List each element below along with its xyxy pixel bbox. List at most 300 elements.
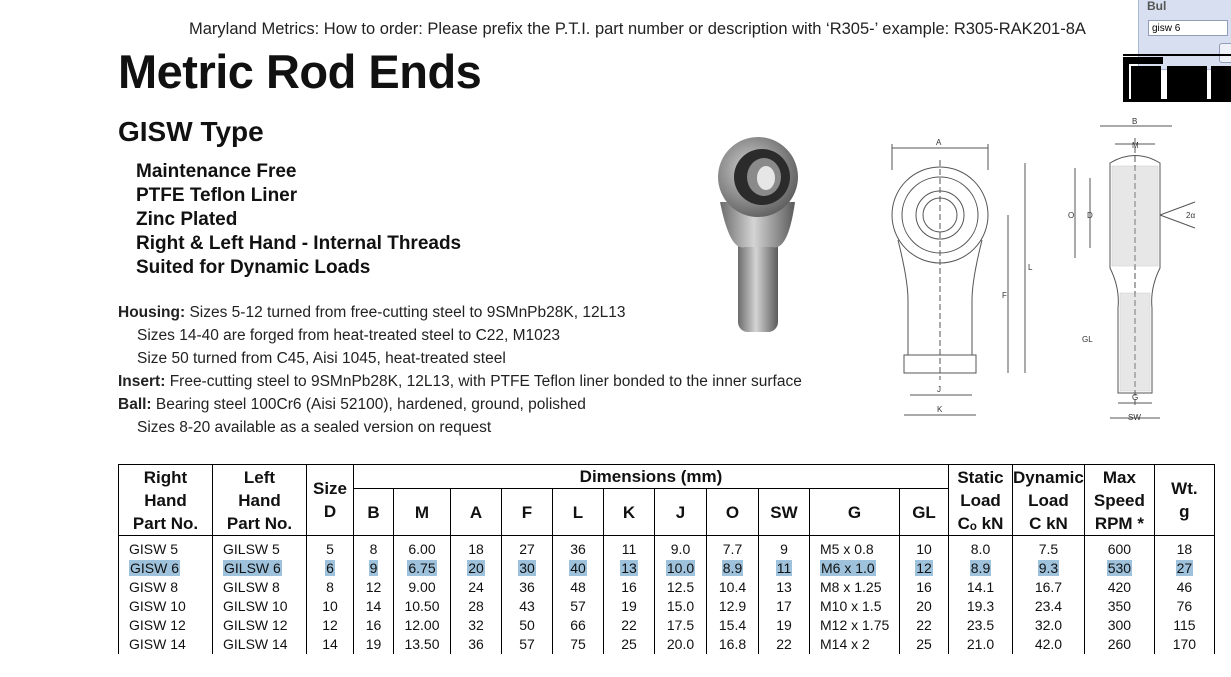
dim-label-k: K	[937, 405, 943, 414]
table-cell	[119, 635, 213, 654]
table-cell	[553, 559, 604, 578]
cell-value: 23.5	[966, 617, 995, 633]
header-line: Size	[312, 479, 348, 498]
table-cell	[604, 559, 655, 578]
table-cell	[604, 616, 655, 635]
cell-value: 16.7	[1034, 579, 1063, 595]
table-cell	[307, 635, 354, 654]
table-cell	[119, 559, 213, 578]
table-cell	[707, 616, 759, 635]
cell-value: 12.00	[404, 617, 440, 633]
dim-label-g: G	[1132, 393, 1139, 402]
cell-value: 36	[468, 636, 484, 652]
table-cell	[354, 536, 394, 560]
cell-value: 10	[322, 598, 338, 614]
cell-value: M6 x 1.0	[821, 560, 875, 576]
cell-value: 9	[369, 560, 378, 576]
header-line: Part No.	[226, 513, 293, 533]
header-line: Right	[143, 467, 188, 487]
cell-value: 7.7	[722, 541, 743, 557]
table-cell	[394, 559, 451, 578]
table-cell	[451, 597, 502, 616]
table-cell	[810, 635, 900, 654]
table-cell	[394, 578, 451, 597]
table-cell	[502, 536, 553, 560]
feature-item: Zinc Plated	[136, 209, 238, 230]
dim-label-a: A	[936, 138, 942, 147]
table-cell	[949, 616, 1013, 635]
header-line: Left	[243, 467, 276, 487]
cell-value: 66	[570, 617, 586, 633]
order-instructions: Maryland Metrics: How to order: Please prefix the P.T.I. part number or description with ‘R305-’ example: R305-RAK201-8A	[189, 20, 1086, 38]
cell-value: 170	[1172, 636, 1197, 652]
table-cell	[604, 536, 655, 560]
table-cell	[1084, 635, 1154, 654]
table-cell	[949, 559, 1013, 578]
cell-value: 12.9	[718, 598, 747, 614]
cell-value: 300	[1107, 617, 1132, 633]
cell-value: M12 x 1.75	[820, 617, 890, 633]
cell-value: 36	[519, 579, 535, 595]
table-cell	[502, 635, 553, 654]
cell-value: 8.9	[970, 560, 991, 576]
col-dim-gl: GL	[900, 489, 949, 536]
table-cell	[502, 559, 553, 578]
col-weight	[1154, 465, 1214, 536]
dim-label-f: F	[1002, 291, 1007, 300]
housing-spec-line3: Size 50 turned from C45, Aisi 1045, heat-treated steel	[137, 350, 506, 367]
table-cell	[119, 578, 213, 597]
find-input[interactable]	[1148, 20, 1228, 36]
cell-value: 16	[916, 579, 932, 595]
table-cell	[354, 635, 394, 654]
table-cell	[394, 536, 451, 560]
table-cell	[759, 597, 810, 616]
table-cell	[707, 559, 759, 578]
header-line: D	[323, 502, 337, 521]
cell-value: 8.0	[970, 541, 991, 557]
table-cell	[949, 536, 1013, 560]
insert-spec	[118, 370, 802, 393]
header-line: Load	[1028, 490, 1069, 510]
dim-label-m: M	[1132, 141, 1139, 150]
cell-value: 46	[1176, 579, 1193, 595]
table-cell	[759, 616, 810, 635]
col-group-dimensions: Dimensions (mm)	[354, 465, 949, 489]
cell-value: 7.5	[1038, 541, 1059, 557]
table-cell	[553, 536, 604, 560]
cell-value: 48	[570, 579, 586, 595]
table-cell	[119, 597, 213, 616]
header-line: Hand	[238, 490, 281, 510]
cell-value: 13	[776, 579, 792, 595]
ball-label: Ball:	[118, 396, 152, 413]
housing-label: Housing:	[118, 304, 186, 321]
table-cell	[354, 616, 394, 635]
table-cell	[1013, 597, 1085, 616]
cell-value: 9.0	[670, 541, 691, 557]
cell-value: M5 x 0.8	[820, 541, 874, 557]
cell-value: 10.0	[666, 560, 695, 576]
cell-value: 260	[1107, 636, 1132, 652]
table-cell	[1154, 616, 1214, 635]
table-cell	[451, 536, 502, 560]
col-right-hand	[119, 465, 213, 536]
housing-text: Sizes 5-12 turned from free-cutting steel to 9SMnPb28K, 12L13	[189, 304, 626, 321]
cell-value: 28	[468, 598, 484, 614]
cell-value: GILSW 14	[223, 636, 288, 652]
table-row	[119, 578, 1215, 597]
col-static-load	[949, 465, 1013, 536]
cell-value: 30	[519, 560, 535, 576]
cell-value: 22	[776, 636, 792, 652]
find-bar-title: Bul	[1147, 0, 1167, 13]
cell-value: 10.4	[718, 579, 747, 595]
cell-value: 20	[916, 598, 932, 614]
table-row	[119, 559, 1215, 578]
table-cell	[1084, 597, 1154, 616]
col-max-speed	[1084, 465, 1154, 536]
table-cell	[451, 559, 502, 578]
feature-item: Right & Left Hand - Internal Threads	[136, 233, 462, 254]
cell-value: 19	[365, 636, 382, 652]
cell-value: 9	[780, 541, 788, 557]
cell-value: GILSW 5	[223, 541, 280, 557]
header-line: RPM *	[1094, 513, 1144, 533]
cell-value: 11	[776, 560, 792, 576]
cell-value: 8	[369, 541, 378, 557]
header-line: Cₒ kN	[957, 513, 1004, 533]
table-cell	[553, 578, 604, 597]
table-cell	[354, 597, 394, 616]
cell-value: 42.0	[1034, 636, 1063, 652]
table-cell	[1154, 578, 1214, 597]
table-cell	[707, 536, 759, 560]
table-cell	[707, 597, 759, 616]
table-cell	[707, 578, 759, 597]
ball-spec	[118, 393, 802, 416]
table-row	[119, 536, 1215, 560]
col-dim-j: J	[655, 489, 707, 536]
cell-value: 43	[519, 598, 535, 614]
col-dim-o: O	[707, 489, 759, 536]
table-cell	[655, 559, 707, 578]
header-line: Speed	[1093, 490, 1145, 510]
cell-value: 13	[621, 560, 637, 576]
table-cell	[213, 578, 307, 597]
header-line: g	[1179, 502, 1190, 521]
table-cell	[1084, 616, 1154, 635]
table-cell	[759, 559, 810, 578]
table-cell	[213, 536, 307, 560]
table-cell	[900, 597, 949, 616]
table-cell	[655, 616, 707, 635]
cell-value: 22	[916, 617, 932, 633]
table-cell	[394, 635, 451, 654]
table-cell	[553, 597, 604, 616]
feature-item: PTFE Teflon Liner	[136, 185, 298, 206]
cell-value: GILSW 12	[223, 617, 288, 633]
table-cell	[307, 536, 354, 560]
header-line: C kN	[1029, 513, 1068, 533]
table-cell	[949, 597, 1013, 616]
cell-value: 9.00	[408, 579, 436, 595]
table-cell	[451, 578, 502, 597]
table-cell	[900, 536, 949, 560]
dim-label-d: D	[1087, 211, 1093, 220]
cell-value: 57	[519, 636, 535, 652]
cell-value: 18	[1176, 541, 1193, 557]
feature-item: Maintenance Free	[136, 161, 297, 182]
dim-label-j: J	[937, 385, 941, 394]
cell-value: 15.0	[666, 598, 695, 614]
cell-value: 14	[365, 598, 382, 614]
col-dim-f: F	[502, 489, 553, 536]
table-cell	[900, 616, 949, 635]
table-cell	[502, 578, 553, 597]
table-cell	[655, 635, 707, 654]
col-size	[307, 465, 354, 536]
cell-value: 27	[1176, 560, 1193, 576]
table-cell	[655, 536, 707, 560]
cell-value: 6	[326, 560, 334, 576]
table-cell	[1154, 635, 1214, 654]
table-cell	[394, 597, 451, 616]
cell-value: 32.0	[1034, 617, 1063, 633]
table-cell	[1084, 578, 1154, 597]
cell-value: 22	[621, 617, 637, 633]
header-line: Part No.	[132, 513, 199, 533]
cell-value: 420	[1107, 579, 1132, 595]
table-cell	[655, 578, 707, 597]
cell-value: 23.4	[1034, 598, 1063, 614]
cell-value: GISW 5	[129, 541, 179, 557]
cell-value: 57	[570, 598, 586, 614]
col-dim-sw: SW	[759, 489, 810, 536]
table-cell	[949, 635, 1013, 654]
cell-value: 350	[1107, 598, 1132, 614]
dim-label-gl: GL	[1082, 335, 1093, 344]
cell-value: 18	[468, 541, 484, 557]
cell-value: 9.3	[1038, 560, 1059, 576]
table-cell	[1154, 559, 1214, 578]
cell-value: 12.5	[666, 579, 695, 595]
cell-value: 16	[621, 579, 637, 595]
col-dynamic-load	[1013, 465, 1085, 536]
header-line: Load	[960, 490, 1001, 510]
table-row	[119, 635, 1215, 654]
table-row	[119, 597, 1215, 616]
header-line: Dynamic	[1013, 467, 1084, 487]
pti-logo	[1123, 52, 1231, 102]
table-cell	[810, 559, 900, 578]
table-cell	[307, 597, 354, 616]
cell-value: 14	[322, 636, 338, 652]
col-dim-k: K	[604, 489, 655, 536]
table-cell	[1154, 597, 1214, 616]
cell-value: 115	[1173, 617, 1196, 633]
side-view-drawing	[1060, 118, 1231, 428]
header-line: Static	[957, 467, 1004, 487]
table-cell	[354, 578, 394, 597]
cell-value: 21.0	[966, 636, 995, 652]
cell-value: 25	[916, 636, 932, 652]
rod-end-photo	[700, 122, 850, 347]
header-line: Hand	[144, 490, 187, 510]
table-cell	[553, 616, 604, 635]
table-cell	[604, 635, 655, 654]
cell-value: 17	[776, 598, 792, 614]
table-cell	[810, 616, 900, 635]
feature-list	[136, 160, 461, 280]
cell-value: 40	[570, 560, 586, 576]
cell-value: GILSW 8	[223, 579, 280, 595]
table-cell	[1154, 536, 1214, 560]
housing-spec-line2: Sizes 14-40 are forged from heat-treated steel to C22, M1023	[137, 327, 561, 344]
cell-value: 14.1	[966, 579, 995, 595]
table-cell	[451, 635, 502, 654]
table-cell	[502, 616, 553, 635]
cell-value: 36	[570, 541, 586, 557]
product-type-heading: GISW Type	[118, 116, 264, 147]
cell-value: 6.00	[408, 541, 436, 557]
table-cell	[1084, 559, 1154, 578]
cell-value: M8 x 1.25	[820, 579, 882, 595]
table-cell	[451, 616, 502, 635]
cell-value: 25	[621, 636, 637, 652]
cell-value: 11	[621, 541, 637, 557]
cell-value: 10	[916, 541, 932, 557]
front-view-drawing	[880, 130, 1040, 430]
cell-value: 50	[519, 617, 535, 633]
ball-spec-line2: Sizes 8-20 available as a sealed version on request	[137, 419, 492, 436]
table-cell	[307, 578, 354, 597]
cell-value: GISW 12	[129, 617, 186, 633]
header-line: Wt.	[1171, 479, 1198, 498]
table-cell	[502, 597, 553, 616]
table-cell	[900, 578, 949, 597]
page-title: Metric Rod Ends	[118, 45, 482, 98]
cell-value: 8.9	[722, 560, 743, 576]
cell-value: 6.75	[408, 560, 436, 576]
cell-value: 8	[326, 579, 334, 595]
feature-item: Suited for Dynamic Loads	[136, 257, 371, 278]
table-cell	[900, 635, 949, 654]
dim-label-2alpha: 2α	[1186, 211, 1196, 220]
table-cell	[759, 635, 810, 654]
table-cell	[604, 578, 655, 597]
cell-value: 19	[776, 617, 792, 633]
insert-label: Insert:	[118, 373, 166, 390]
cell-value: 5	[326, 541, 334, 557]
col-dim-a: A	[451, 489, 502, 536]
table-cell	[949, 578, 1013, 597]
cell-value: GISW 10	[129, 598, 186, 614]
cell-value: 20.0	[666, 636, 695, 652]
table-cell	[354, 559, 394, 578]
cell-value: 12	[322, 617, 338, 633]
table-cell	[900, 559, 949, 578]
table-row	[119, 616, 1215, 635]
table-cell	[119, 616, 213, 635]
table-cell	[707, 635, 759, 654]
cell-value: 19.3	[966, 598, 995, 614]
cell-value: 530	[1107, 560, 1132, 576]
cell-value: 13.50	[404, 636, 440, 652]
table-cell	[213, 616, 307, 635]
dimensions-table	[118, 464, 1215, 654]
cell-value: 600	[1107, 541, 1132, 557]
table-cell	[759, 536, 810, 560]
col-left-hand	[213, 465, 307, 536]
table-cell	[1013, 578, 1085, 597]
cell-value: 27	[519, 541, 535, 557]
cell-value: GILSW 6	[224, 560, 281, 576]
table-cell	[213, 559, 307, 578]
cell-value: 16.8	[718, 636, 747, 652]
table-cell	[1013, 536, 1085, 560]
table-cell	[655, 597, 707, 616]
table-cell	[810, 578, 900, 597]
table-cell	[213, 635, 307, 654]
header-line: Max	[1102, 467, 1136, 487]
dim-label-l: L	[1028, 263, 1033, 272]
table-cell	[307, 616, 354, 635]
cell-value: 16	[365, 617, 382, 633]
table-cell	[1013, 616, 1085, 635]
cell-value: GISW 14	[129, 636, 186, 652]
cell-value: 19	[621, 598, 637, 614]
cell-value: 75	[570, 636, 586, 652]
cell-value: 20	[468, 560, 484, 576]
cell-value: GISW 8	[129, 579, 179, 595]
dim-label-sw: SW	[1128, 413, 1141, 422]
dim-label-b: B	[1132, 118, 1138, 126]
dim-label-o: O	[1068, 211, 1075, 220]
table-cell	[553, 635, 604, 654]
col-dim-m: M	[394, 489, 451, 536]
cell-value: GISW 6	[130, 560, 180, 576]
col-dim-l: L	[553, 489, 604, 536]
cell-value: 17.5	[666, 617, 695, 633]
table-cell	[1013, 559, 1085, 578]
table-cell	[119, 536, 213, 560]
col-dim-b: B	[354, 489, 394, 536]
table-cell	[213, 597, 307, 616]
cell-value: 12	[365, 579, 382, 595]
cell-value: 12	[916, 560, 932, 576]
cell-value: 15.4	[718, 617, 747, 633]
cell-value: M14 x 2	[820, 636, 870, 652]
table-cell	[307, 559, 354, 578]
ball-text: Bearing steel 100Cr6 (Aisi 52100), hardened, ground, polished	[155, 396, 586, 413]
col-dim-g: G	[810, 489, 900, 536]
table-cell	[604, 597, 655, 616]
table-cell	[759, 578, 810, 597]
table-cell	[810, 597, 900, 616]
cell-value: 24	[468, 579, 484, 595]
cell-value: 10.50	[404, 598, 440, 614]
insert-text: Free-cutting steel to 9SMnPb28K, 12L13, with PTFE Teflon liner bonded to the inner surface	[169, 373, 802, 390]
cell-value: GILSW 10	[223, 598, 288, 614]
table-cell	[1013, 635, 1085, 654]
cell-value: 76	[1176, 598, 1193, 614]
table-cell	[810, 536, 900, 560]
table-cell	[1084, 536, 1154, 560]
cell-value: 32	[468, 617, 484, 633]
table-cell	[394, 616, 451, 635]
cell-value: M10 x 1.5	[820, 598, 882, 614]
